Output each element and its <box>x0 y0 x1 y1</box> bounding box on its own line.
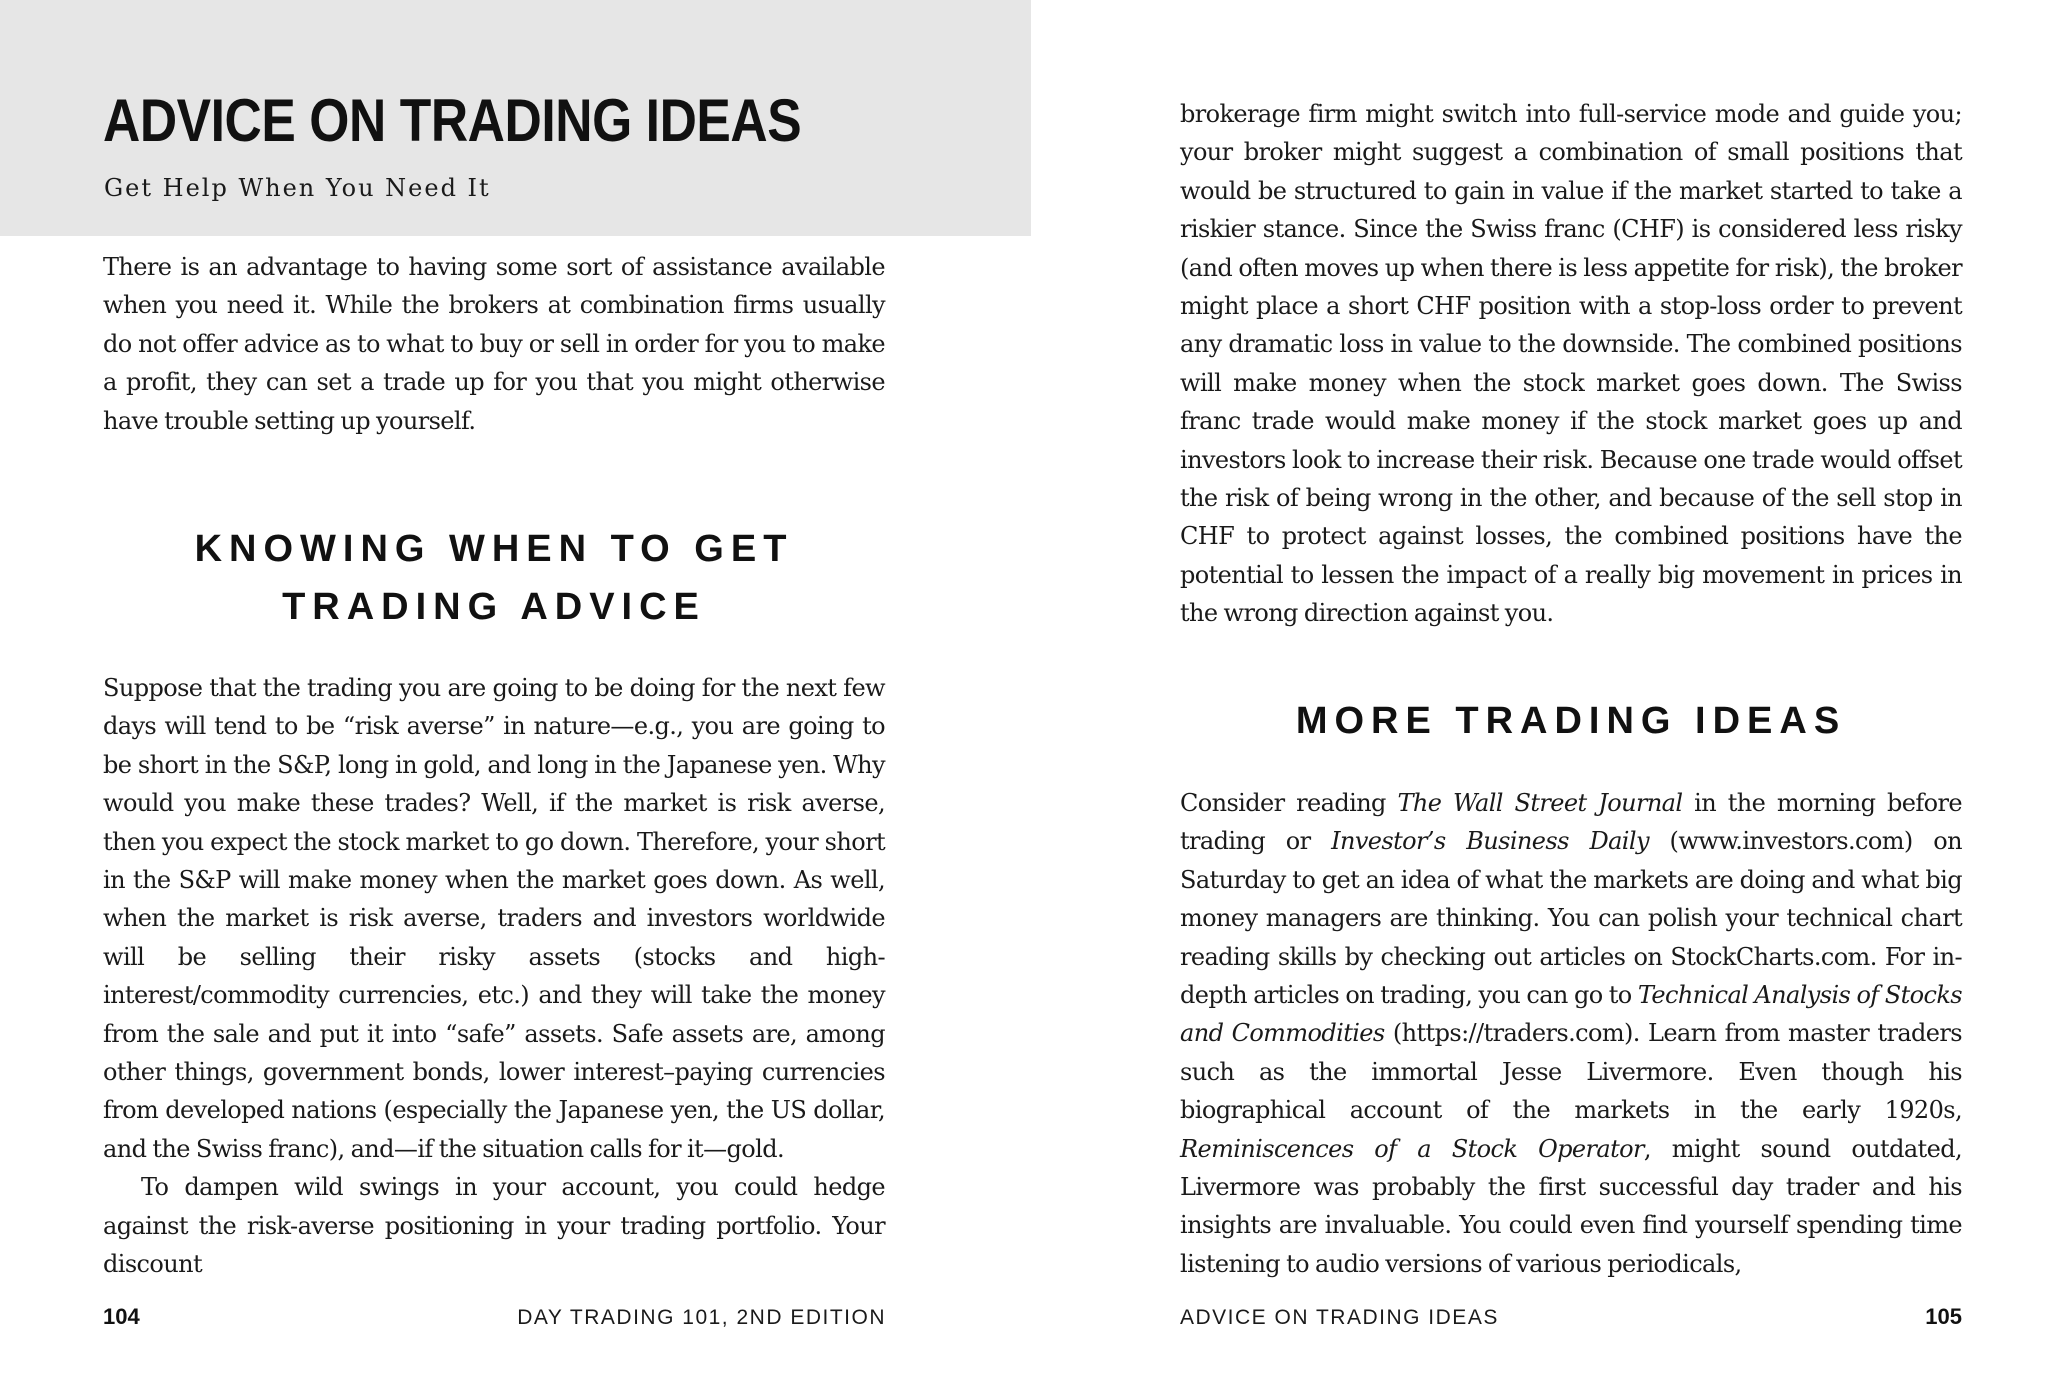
continued-paragraph: brokerage firm might switch into full-service mode and guide you; your broker might suggest a combination of small positions that would be structured to gain in value if the market started to take a riskier stance. Since the Swiss franc (CHF) is considered less risky (and often moves up when there is less appetite for risk), the broker might place a short CHF position with a stop-loss order to prevent any dramatic loss in value to the downside. The combined positions will make money when the stock market goes down. The Swiss franc trade would make money if the stock market goes up and investors look to increase their risk. Because one trade would offset the risk of being wrong in the other, and because of the sell stop in CHF to protect against losses, the combined positions have the potential to lessen the impact of a really big movement in prices in the wrong direction against you. <box>1180 100 1962 628</box>
italic-title-ibd: Investor’s Business Daily <box>1331 827 1649 856</box>
page-number-right: 105 <box>1925 1304 1962 1329</box>
intro-paragraph: There is an advantage to having some sort of assistance available when you need it. While the brokers at combination firms usually do not offer advice as to what to buy or sell in order for you to make a profit, they can set a trade up for you that you might otherwise have trouble setting up yourself. <box>103 253 885 435</box>
knowing-when-body <box>103 669 885 1284</box>
page-number-left: 104 <box>103 1304 140 1329</box>
body-paragraph-1: Suppose that the trading you are going to be doing for the next few days will tend to be “risk averse” in nature—e.g., you are going to be short in the S&P, long in gold, and long in the Japanese yen. Why would you make these trades? Well, if the market is risk averse, then you expect the stock market to go down. Therefore, your short in the S&P will make money when the market goes down. As well, when the market is risk averse, traders and investors worldwide will be selling their risky assets (stocks and high-interest/commodity currencies, etc.) and they will take the money from the sale and put it into “safe” assets. Safe assets are, among other things, government bonds, lower interest–paying currencies from developed nations (especially the Japanese yen, the US dollar, and the Swiss franc), and—if the situation calls for it—gold. <box>103 674 885 1163</box>
body-paragraph-2: To dampen wild swings in your account, you could hedge against the risk-averse positioning in your trading portfolio. Your discount <box>103 1173 885 1279</box>
chapter-title: ADVICE ON TRADING IDEAS <box>103 87 802 154</box>
text-run: (https://traders.com). Learn from master traders such as the immortal Jesse Livermore. Even though his biographical account of the markets in the early 1920s, <box>1180 1019 1962 1125</box>
italic-title-technical-analysis: Technical Analysis of Stocks and Commodities <box>1180 981 1962 1048</box>
text-run: in the morning before trading or <box>1180 789 1962 856</box>
section-heading-knowing-when <box>103 520 885 636</box>
chapter-subtitle: Get Help When You Need It <box>104 174 491 202</box>
running-title-right: ADVICE ON TRADING IDEAS <box>1180 1306 1499 1329</box>
italic-title-wsj: The Wall Street Journal <box>1397 789 1683 817</box>
italic-title-reminiscences: Reminiscences of a Stock Operator <box>1180 1134 1644 1163</box>
section-heading-line-2: TRADING ADVICE <box>282 586 706 628</box>
section-heading-more-trading-ideas: MORE TRADING IDEAS <box>1295 700 1847 742</box>
text-run: (www.investors.com) on Saturday to get an idea of what the markets are doing and what big money managers are thinking. You can polish your technical chart reading skills by checking out articles on StockCharts.com. For in-depth articles on trading, you can go to <box>1180 827 1962 1010</box>
more-ideas-paragraph <box>1180 784 1962 1283</box>
running-title-left: DAY TRADING 101, 2ND EDITION <box>517 1306 886 1329</box>
right-page <box>1031 0 2062 1400</box>
section-heading-line-1: KNOWING WHEN TO GET <box>194 528 794 570</box>
text-run: , might sound outdated, Livermore was probably the first successful day trader and his insights are invaluable. You could even find yourself spending time listening to audio versions of various periodicals, <box>1180 1134 1962 1278</box>
text-run: Consider reading <box>1180 789 1398 817</box>
